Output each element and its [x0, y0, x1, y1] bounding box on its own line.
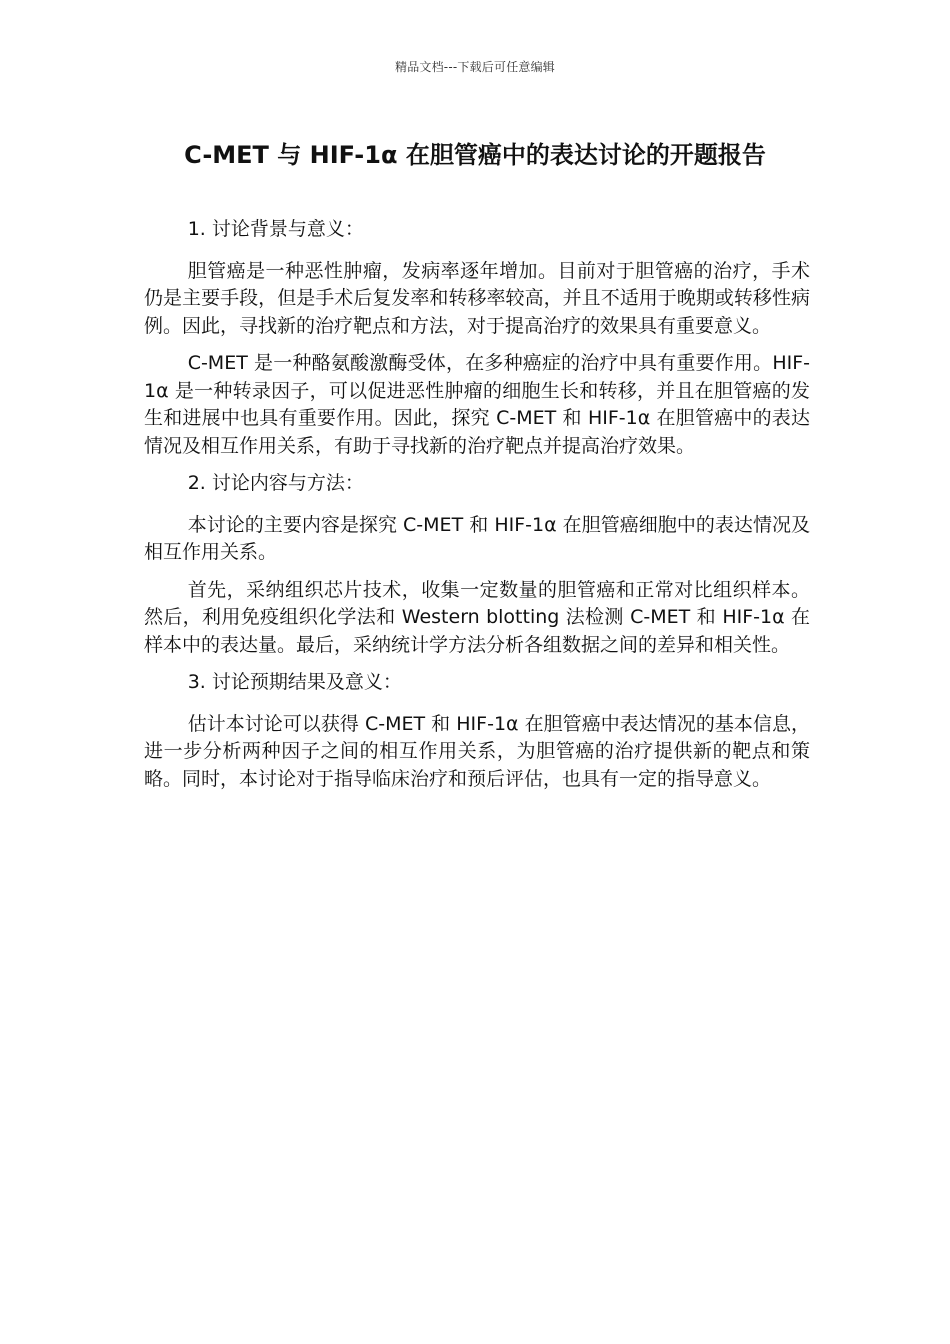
section-1-heading: 1. 讨论背景与意义：: [187, 218, 364, 240]
section-2-paragraph-1: 本讨论的主要内容是探究 C-MET 和 HIF-1α 在胆管癌细胞中的表达情况及相互作用关系。: [144, 513, 810, 563]
section-2-paragraph-2: 首先，采纳组织芯片技术，收集一定数量的胆管癌和正常对比组织样本。然后，利用免疫组织化学法和 Western blotting 法检测 C-MET 和 HIF-1α 在样本中的表达量。最后，采纳统计学方法分析各组数据之间的差异和相关性。: [144, 578, 810, 656]
section-1-paragraph-1: 胆管癌是一种恶性肿瘤，发病率逐年增加。目前对于胆管癌的治疗，手术仍是主要手段，但是手术后复发率和转移率较高，并且不适用于晚期或转移性病例。因此，寻找新的治疗靶点和方法，对于提高治疗的效果具有重要意义。: [144, 259, 810, 337]
section-2-heading: 2. 讨论内容与方法：: [187, 472, 364, 494]
section-3-heading: 3. 讨论预期结果及意义：: [187, 671, 402, 693]
section-3-paragraph-1: 估计本讨论可以获得 C-MET 和 HIF-1α 在胆管癌中表达情况的基本信息，进一步分析两种因子之间的相互作用关系，为胆管癌的治疗提供新的靶点和策略。同时，本讨论对于指导临床治疗和预后评估，也具有一定的指导意义。: [144, 712, 810, 790]
document-title: C-MET 与 HIF-1α 在胆管癌中的表达讨论的开题报告: [184, 141, 766, 169]
header-note: 精品文档---下载后可任意编辑: [395, 60, 555, 74]
section-1-paragraph-2: C-MET 是一种酪氨酸激酶受体，在多种癌症的治疗中具有重要作用。HIF-1α 是一种转录因子，可以促进恶性肿瘤的细胞生长和转移，并且在胆管癌的发生和进展中也具有重要作用。因此，探究 C-MET 和 HIF-1α 在胆管癌中的表达情况及相互作用关系，有助于寻找新的治疗靶点并提高治疗效果。: [144, 352, 810, 457]
document-body: [144, 216, 810, 803]
